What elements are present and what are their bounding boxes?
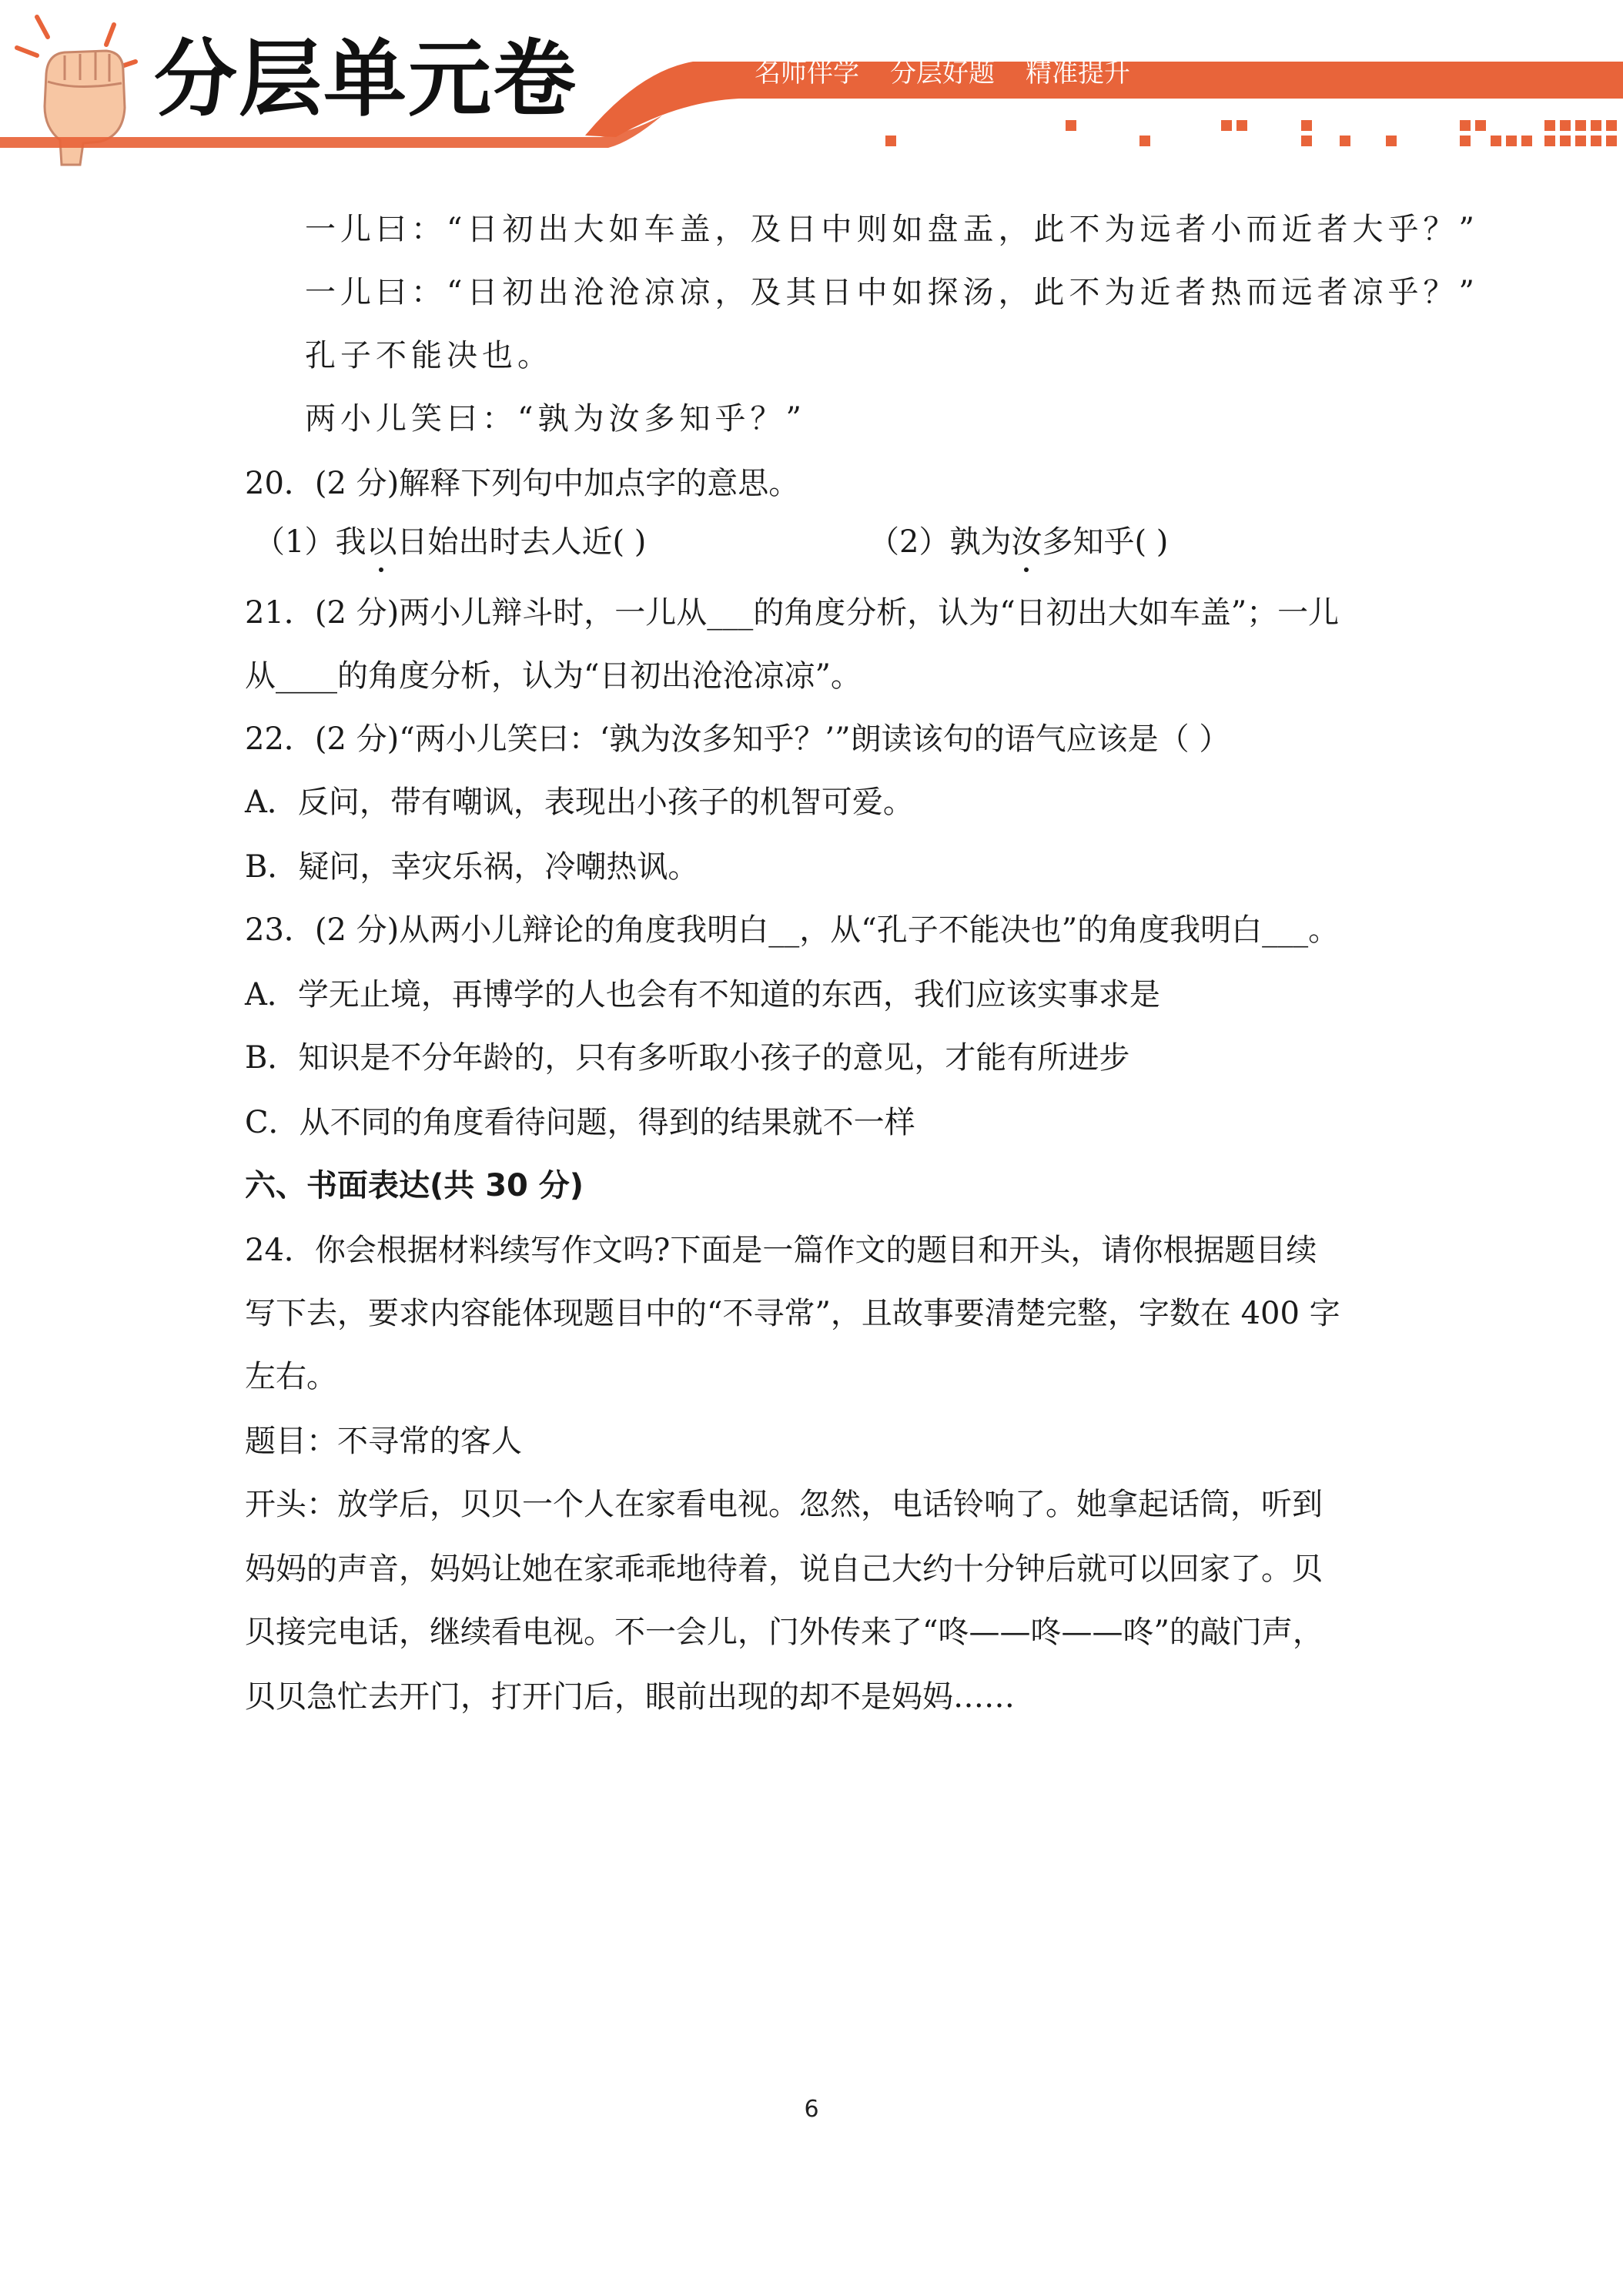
passage-line: 两小儿笑曰：“孰为汝多知乎？” — [305, 401, 806, 437]
question-20-item-1 — [254, 524, 647, 560]
item-2-prefix: （2）孰为 — [868, 524, 1012, 560]
question-23-option-a: A．学无止境，再博学的人也会有不知道的东西，我们应该实事求是 — [245, 977, 1160, 1012]
passage-line: 孔子不能决也。 — [305, 338, 553, 373]
question-23-option-b: B．知识是不分年龄的，只有多听取小孩子的意见，才能有所进步 — [245, 1040, 1130, 1076]
question-21-line-1: 21．(2 分)两小儿辩斗时，一儿从___的角度分析，认为“日初出大如车盖”；一儿 — [245, 595, 1340, 631]
question-24-line: 贝贝急忙去开门，打开门后，眼前出现的却不是妈妈…… — [245, 1679, 1015, 1715]
emphasis-dot-char: 汝 — [1011, 524, 1042, 560]
brand-title: 分层单元卷 — [154, 32, 578, 128]
question-22-stem: 22．(2 分)“两小儿笑曰：‘孰为汝多知乎？’”朗读该句的语气应该是（ ） — [245, 721, 1230, 757]
item-1-suffix: 日始出时去人近( ) — [397, 524, 647, 560]
question-24-line: 左右。 — [245, 1359, 337, 1394]
question-24-line: 24．你会根据材料续写作文吗?下面是一篇作文的题目和开头，请你根据题目续 — [245, 1233, 1317, 1268]
question-24-title: 题目：不寻常的客人 — [245, 1424, 522, 1459]
question-24-line: 写下去，要求内容能体现题目中的“不寻常”，且故事要清楚完整，字数在 400 字 — [245, 1296, 1340, 1331]
passage-line: 一儿曰：“日初出沧沧凉凉，及其日中如探汤，此不为近者热而远者凉乎？” — [305, 275, 1479, 310]
question-24-line: 开头：放学后，贝贝一个人在家看电视。忽然，电话铃响了。她拿起话筒，听到 — [245, 1487, 1323, 1522]
emphasis-dot-char: 以 — [366, 524, 397, 560]
question-22-option-a: A．反问，带有嘲讽，表现出小孩子的机智可爱。 — [245, 785, 914, 820]
slogan-3: 精准提升 — [1026, 58, 1130, 89]
question-23-stem: 23．(2 分)从两小儿辩论的角度我明白__，从“孔子不能决也”的角度我明白___。 — [245, 912, 1340, 948]
section-6-heading: 六、书面表达(共 30 分) — [245, 1168, 584, 1203]
item-1-prefix: （1）我 — [254, 524, 366, 560]
passage-line: 一儿曰：“日初出大如车盖，及日中则如盘盂，此不为远者小而近者大乎？” — [305, 212, 1479, 247]
question-24-line: 贝接完电话，继续看电视。不一会儿，门外传来了“咚——咚——咚”的敲门声， — [245, 1615, 1323, 1650]
question-20-stem: 20．(2 分)解释下列句中加点字的意思。 — [245, 466, 800, 501]
question-22-option-b: B．疑问，幸灾乐祸，冷嘲热讽。 — [245, 849, 699, 885]
page-number: 6 — [804, 2096, 819, 2123]
item-2-suffix: 多知乎( ) — [1042, 524, 1169, 560]
decorative-squares — [885, 120, 1617, 146]
page-header — [0, 0, 1623, 177]
question-21-line-2: 从____的角度分析，认为“日初出沧沧凉凉”。 — [245, 658, 862, 694]
slogan-2: 分层好题 — [890, 58, 995, 89]
question-24-line: 妈妈的声音，妈妈让她在家乖乖地待着，说自己大约十分钟后就可以回家了。贝 — [245, 1551, 1323, 1587]
slogan-1: 名师伴学 — [755, 58, 859, 89]
question-20-item-2 — [868, 524, 1169, 560]
question-23-option-c: C．从不同的角度看待问题，得到的结果就不一样 — [245, 1105, 915, 1140]
slogan-bar — [755, 58, 1130, 89]
